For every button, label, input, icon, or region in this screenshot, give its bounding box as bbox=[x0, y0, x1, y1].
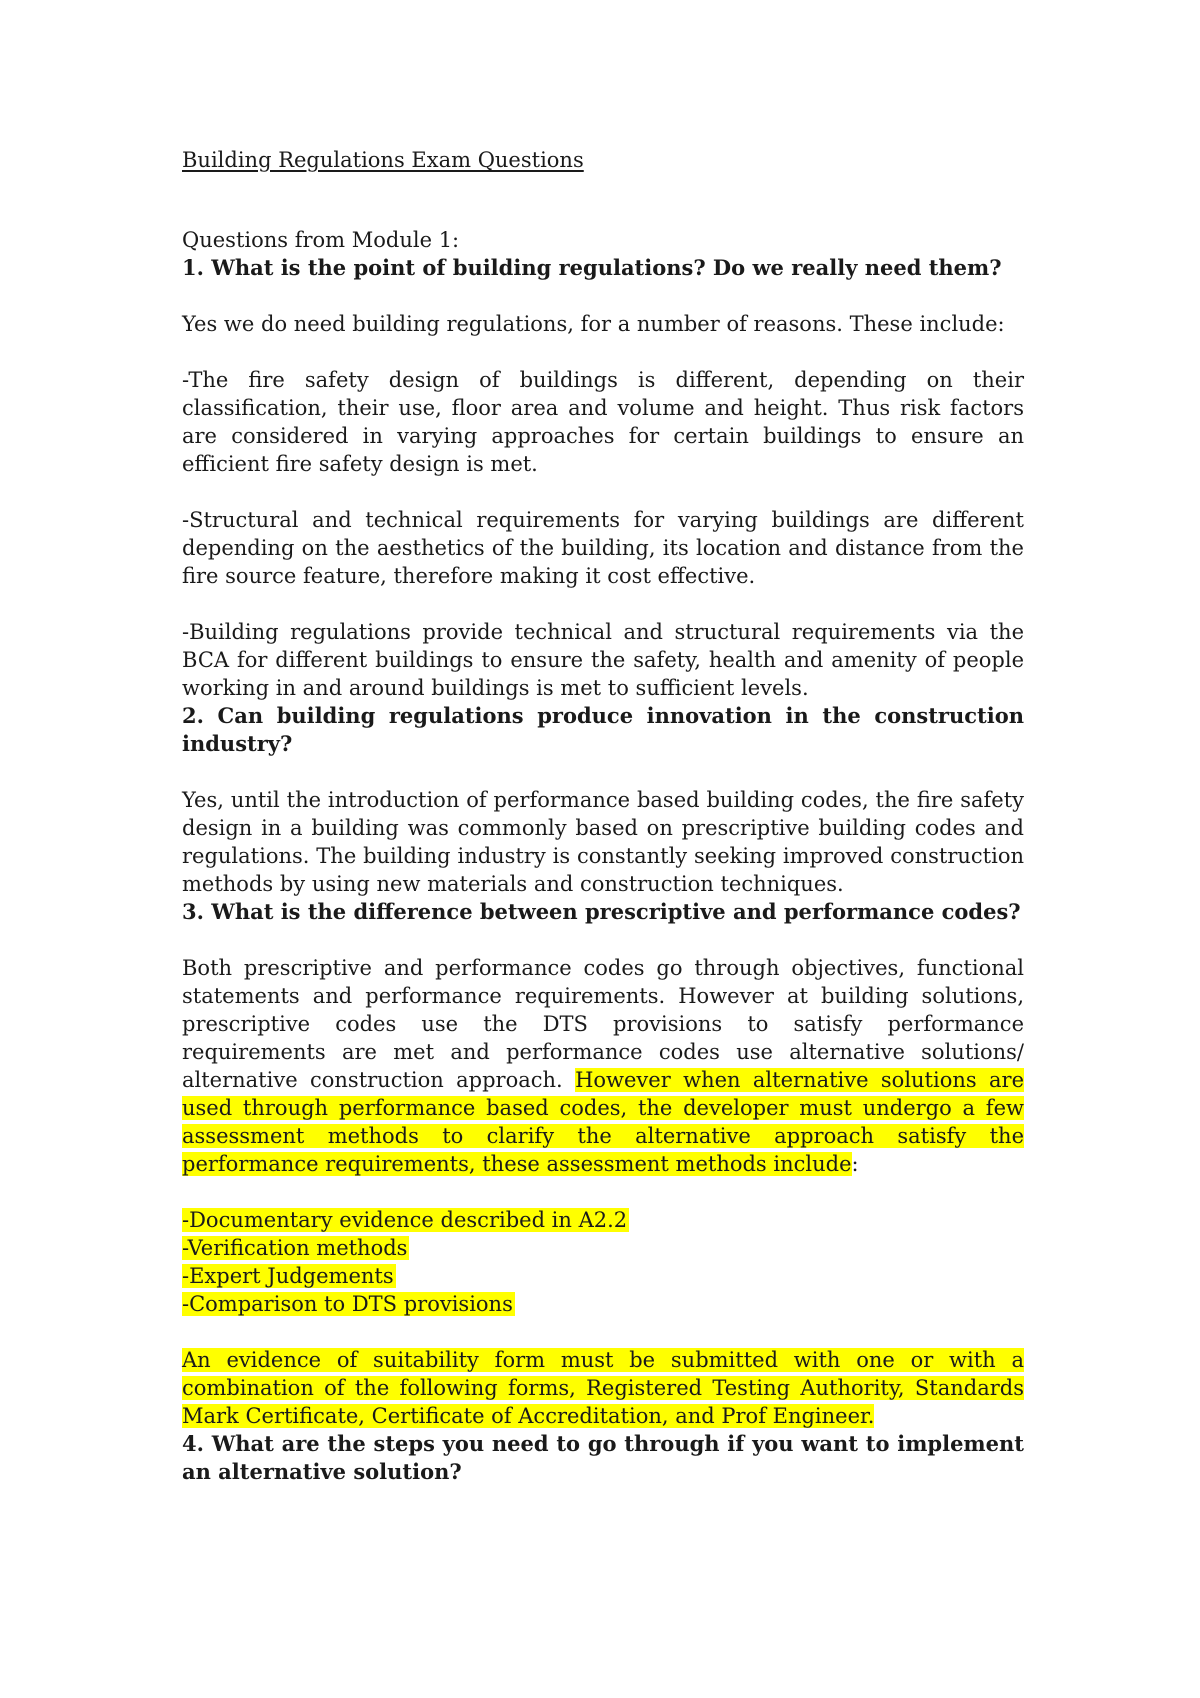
q1-point-1: -The fire safety design of buildings is different, depending on their classification, their use, floor area and volume and height. Thus risk factors are considered in varying approaches for certain buildings to ensure an efficient fire safety design is met. bbox=[182, 368, 1024, 476]
q3-answer-highlight: However when alternative solutions are used through performance based codes, the developer must undergo a few assessment methods to clarify the alternative approach satisfy the performance requirements, these assessment methods include bbox=[182, 1068, 1024, 1176]
assessment-methods-list bbox=[182, 1206, 1024, 1318]
question-2: 2. Can building regulations produce innovation in the construction industry? bbox=[182, 703, 1024, 756]
list-item bbox=[182, 1262, 1024, 1290]
q3-answer-plain: Both prescriptive and performance codes go through objectives, functional statements and performance requirements. However at building solutions, prescriptive codes use the DTS provisions to satisfy performance requirements are met and performance codes use alternative solutions/ alternative construction approach. bbox=[182, 956, 1024, 1092]
q3-answer bbox=[182, 954, 1024, 1178]
method-expert-judgements: -Expert Judgements bbox=[182, 1264, 394, 1288]
list-item bbox=[182, 1290, 1024, 1318]
method-verification: -Verification methods bbox=[182, 1236, 408, 1260]
q1-intro: Yes we do need building regulations, for a number of reasons. These include: bbox=[182, 312, 1005, 336]
question-4: 4. What are the steps you need to go through if you want to implement an alternative solution? bbox=[182, 1431, 1024, 1484]
question-3: 3. What is the difference between prescriptive and performance codes? bbox=[182, 899, 1021, 924]
evidence-note bbox=[182, 1346, 1024, 1430]
q1-point-3: -Building regulations provide technical and structural requirements via the BCA for different buildings to ensure the safety, health and amenity of people working in and around buildings is met to sufficient levels. bbox=[182, 620, 1024, 700]
method-comparison-dts: -Comparison to DTS provisions bbox=[182, 1292, 513, 1316]
document-title: Building Regulations Exam Questions bbox=[182, 148, 584, 172]
list-item bbox=[182, 1206, 1024, 1234]
q2-answer: Yes, until the introduction of performance based building codes, the fire safety design in a building was commonly based on prescriptive building codes and regulations. The building industry is constantly seeking improved construction methods by using new materials and construction techniques. bbox=[182, 788, 1024, 896]
list-item bbox=[182, 1234, 1024, 1262]
question-1: 1. What is the point of building regulations? Do we really need them? bbox=[182, 255, 1002, 280]
method-documentary-evidence: -Documentary evidence described in A2.2 bbox=[182, 1208, 628, 1232]
document-page bbox=[182, 130, 1024, 1486]
evidence-note-text: An evidence of suitability form must be submitted with one or with a combination of the following forms, Registered Testing Authority, Standards Mark Certificate, Certificate of Accreditation, and Prof Engineer. bbox=[182, 1348, 1024, 1428]
q3-answer-tail: : bbox=[851, 1152, 859, 1176]
module-heading: Questions from Module 1: bbox=[182, 228, 460, 252]
q1-point-2: -Structural and technical requirements for varying buildings are different depending on the aesthetics of the building, its location and distance from the fire source feature, therefore making it cost effective. bbox=[182, 508, 1024, 588]
